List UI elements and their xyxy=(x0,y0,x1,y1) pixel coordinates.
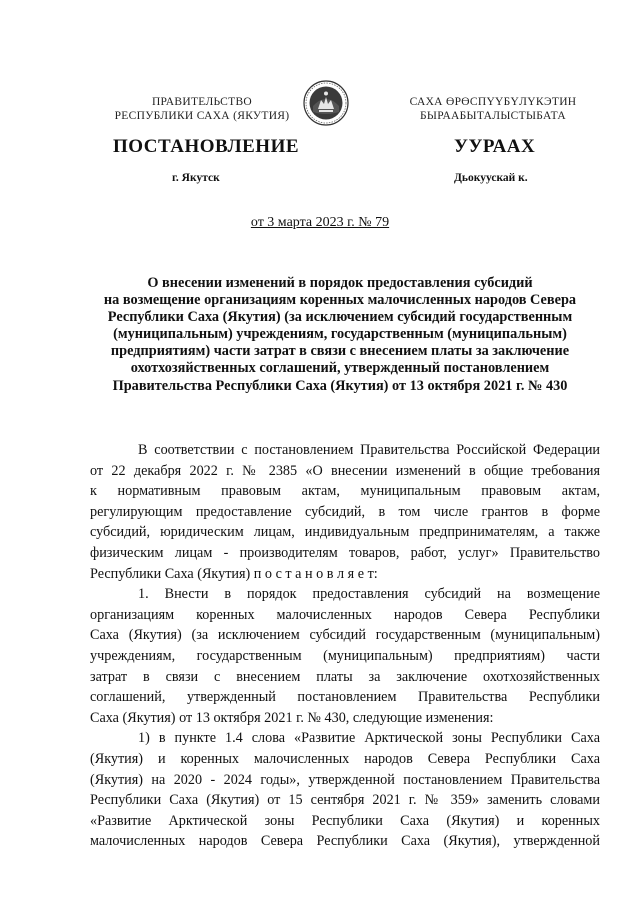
body-line: Республики Саха (Якутия) от 15 сентября 2021 г. № 359» заменить словами xyxy=(90,792,600,809)
header-left-line-1: ПРАВИТЕЛЬСТВО xyxy=(151,96,253,108)
title-line: на возмещение организациям коренных малочисленных народов Севера xyxy=(103,292,577,309)
body-line: В соответствии с постановлением Правительства Российской Федерации xyxy=(138,442,600,458)
title-line: Республики Саха (Якутия) (за исключением субсидий государственным xyxy=(107,309,573,326)
body-line: организациям коренных малочисленных народов Севера Республики xyxy=(90,606,600,623)
body-line: учреждениям, государственным (муниципальным) предприятиям) части xyxy=(90,647,600,664)
title-line: предприятиям) части затрат в связи с внесением платы за заключение xyxy=(110,343,570,360)
title-line: охотхозяйственных соглашений, утвержденный постановлением xyxy=(130,360,550,377)
city-sakha: Дьокуускай к. xyxy=(454,172,528,184)
body-line: (Якутия) на 2020 - 2024 годы», утвержденной постановлением Правительства xyxy=(90,771,600,788)
header-left-org xyxy=(102,95,302,123)
body-line: затрат в связи с внесением платы за заключение охотхозяйственных xyxy=(90,668,600,685)
body-line: Саха (Якутия) от 13 октября 2021 г. № 430, следующие изменения: xyxy=(90,709,494,726)
header-right-line-1: САХА ӨРӨСПҮҮБҮЛҮКЭТИН xyxy=(409,96,577,108)
doc-type-ru: ПОСТАНОВЛЕНИЕ xyxy=(113,136,300,157)
header-right-line-2: БЫРААБЫТАЛЫСТЫБАТА xyxy=(419,110,566,122)
doc-type-sakha: УУРААХ xyxy=(454,136,536,157)
body-line: от 22 декабря 2022 г. № 2385 «О внесении изменений в общие требования xyxy=(90,462,600,479)
document-body xyxy=(90,440,600,852)
body-line: физическим лицам - производителям товаров, работ, услуг» Правительство xyxy=(90,544,600,561)
body-line: малочисленных народов Севера Республики Саха (Якутия), утвержденной xyxy=(90,833,600,850)
document-title xyxy=(80,275,600,395)
body-line: к нормативным правовым актам, муниципальным правовым актам, xyxy=(90,483,600,500)
header-right-org xyxy=(393,95,593,123)
date-number-line: от 3 марта 2023 г. № 79 xyxy=(250,215,390,230)
city-ru: г. Якутск xyxy=(172,172,220,184)
title-line: (муниципальным) учреждениям, государственным (муниципальным) xyxy=(113,326,567,343)
title-line: Правительства Республики Саха (Якутия) от 13 октября 2021 г. № 430 xyxy=(112,377,568,394)
body-line: (Якутия) и коренных малочисленных народов Севера Республики Саха xyxy=(90,750,600,767)
body-line: 1) в пункте 1.4 слова «Развитие Арктической зоны Республики Саха xyxy=(138,730,600,747)
body-line: Саха (Якутия) (за исключением субсидий государственным (муниципальным) xyxy=(90,627,600,644)
body-line: соглашений, утвержденный постановлением Правительства Республики xyxy=(90,689,600,706)
body-line: Республики Саха (Якутия) п о с т а н о в л я е т: xyxy=(90,565,378,582)
body-line: регулирующим предоставление субсидий, в том числе грантов в форме xyxy=(90,503,600,520)
header-left-line-2: РЕСПУБЛИКИ САХА (ЯКУТИЯ) xyxy=(114,110,290,122)
body-line: 1. Внести в порядок предоставления субсидий на возмещение xyxy=(138,586,600,603)
title-line: О внесении изменений в порядок предоставления субсидий xyxy=(147,275,533,291)
body-line: «Развитие Арктической зоны Республики Саха (Якутия) и коренных xyxy=(90,812,600,829)
coat-of-arms-emblem-icon xyxy=(303,80,349,126)
body-line: субсидий, юридическим лицам, индивидуальным предпринимателям, а также xyxy=(90,524,600,541)
